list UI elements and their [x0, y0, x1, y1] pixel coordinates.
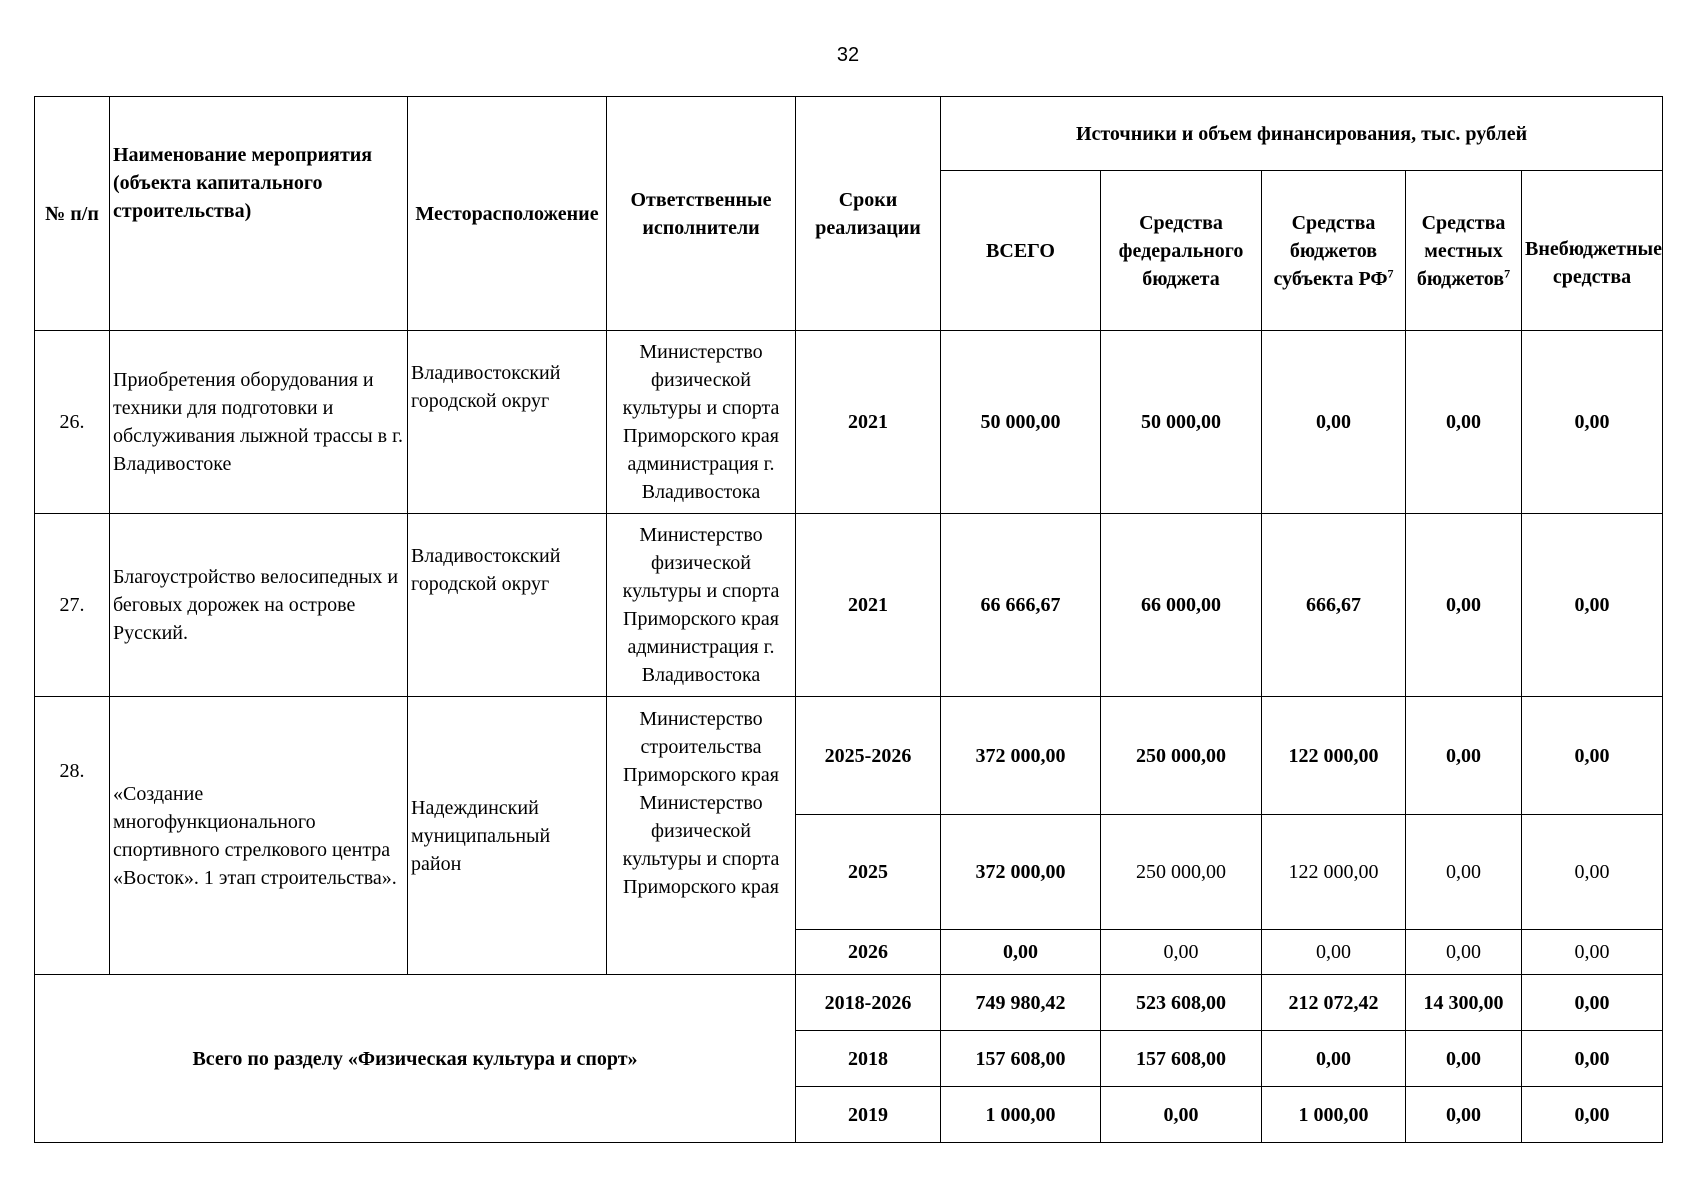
header-location: Месторасположение	[408, 97, 607, 331]
summary-offbudget: 0,00	[1522, 1031, 1663, 1087]
summary-federal: 157 608,00	[1101, 1031, 1262, 1087]
row-offbudget: 0,00	[1522, 514, 1663, 697]
row-local: 0,00	[1406, 930, 1522, 975]
row-local: 0,00	[1406, 331, 1522, 514]
summary-label: Всего по разделу «Физическая культура и спорт»	[35, 975, 796, 1143]
table-row	[35, 697, 1663, 815]
table-row	[35, 331, 1663, 514]
summary-federal: 0,00	[1101, 1087, 1262, 1143]
row-local: 0,00	[1406, 697, 1522, 815]
page-number: 32	[836, 44, 860, 66]
row-subject: 0,00	[1262, 930, 1406, 975]
row-num: 27.	[35, 514, 110, 697]
row-local: 0,00	[1406, 514, 1522, 697]
row-year: 2021	[796, 514, 941, 697]
row-executors: Министерство физической культуры и спорта Приморского края администрация г. Владивостока	[607, 514, 796, 697]
header-subject: Средства бюджетов субъекта $РФ^7$	[1262, 171, 1406, 331]
summary-row	[35, 975, 1663, 1031]
row-offbudget: 0,00	[1522, 815, 1663, 930]
row-federal: 66 000,00	[1101, 514, 1262, 697]
header-total: ВСЕГО	[941, 171, 1101, 331]
row-local: 0,00	[1406, 815, 1522, 930]
summary-total: 1 000,00	[941, 1087, 1101, 1143]
row-location: Надеждинский муниципальный район	[408, 697, 607, 975]
row-year: 2025-2026	[796, 697, 941, 815]
summary-offbudget: 0,00	[1522, 1087, 1663, 1143]
summary-year: 2018-2026	[796, 975, 941, 1031]
row-year: 2021	[796, 331, 941, 514]
row-name: Благоустройство велосипедных и беговых дорожек на острове Русский.	[110, 514, 408, 697]
summary-local: 14 300,00	[1406, 975, 1522, 1031]
row-total: 50 000,00	[941, 331, 1101, 514]
header-offbudget: Внебюджетные средства	[1522, 171, 1663, 331]
table-row	[35, 514, 1663, 697]
summary-subject: 1 000,00	[1262, 1087, 1406, 1143]
row-federal: 0,00	[1101, 930, 1262, 975]
header-executors: Ответственные исполнители	[607, 97, 796, 331]
row-subject: 0,00	[1262, 331, 1406, 514]
summary-local: 0,00	[1406, 1087, 1522, 1143]
summary-year: 2018	[796, 1031, 941, 1087]
financing-table	[34, 96, 1663, 1143]
row-total: 0,00	[941, 930, 1101, 975]
row-subject: 122 000,00	[1262, 815, 1406, 930]
row-subject: 122 000,00	[1262, 697, 1406, 815]
row-subject: 666,67	[1262, 514, 1406, 697]
row-federal: 250 000,00	[1101, 697, 1262, 815]
summary-total: 749 980,42	[941, 975, 1101, 1031]
row-offbudget: 0,00	[1522, 697, 1663, 815]
summary-federal: 523 608,00	[1101, 975, 1262, 1031]
row-total: 66 666,67	[941, 514, 1101, 697]
header-name: Наименование мероприятия (объекта капитального строительства)	[110, 97, 408, 331]
summary-subject: 0,00	[1262, 1031, 1406, 1087]
row-name: Приобретения оборудования и техники для подготовки и обслуживания лыжной трассы в г. Владивостоке	[110, 331, 408, 514]
row-location: Владивостокский городской округ	[408, 331, 607, 514]
header-num: № п/п	[35, 97, 110, 331]
row-executors: Министерство строительства Приморского края Министерство физической культуры и спорта Приморского края	[607, 697, 796, 975]
header-local: Средства местных бюджетов$^7$	[1406, 171, 1522, 331]
row-location: Владивостокский городской округ	[408, 514, 607, 697]
row-total: 372 000,00	[941, 815, 1101, 930]
row-executors: Министерство физической культуры и спорта Приморского края администрация г. Владивостока	[607, 331, 796, 514]
summary-subject: 212 072,42	[1262, 975, 1406, 1031]
row-offbudget: 0,00	[1522, 930, 1663, 975]
header-sources: Источники и объем финансирования, тыс. рублей	[941, 97, 1663, 171]
header-federal: Средства федерального бюджета	[1101, 171, 1262, 331]
row-total: 372 000,00	[941, 697, 1101, 815]
header-row	[35, 97, 1663, 171]
summary-year: 2019	[796, 1087, 941, 1143]
summary-total: 157 608,00	[941, 1031, 1101, 1087]
row-offbudget: 0,00	[1522, 331, 1663, 514]
row-num: 26.	[35, 331, 110, 514]
row-name: «Создание многофункционального спортивного стрелкового центра «Восток». 1 этап строительства».	[110, 697, 408, 975]
row-federal: 50 000,00	[1101, 331, 1262, 514]
row-num: 28.	[35, 697, 110, 975]
row-year: 2025	[796, 815, 941, 930]
summary-local: 0,00	[1406, 1031, 1522, 1087]
row-year: 2026	[796, 930, 941, 975]
row-federal: 250 000,00	[1101, 815, 1262, 930]
header-terms: Сроки реализации	[796, 97, 941, 331]
summary-offbudget: 0,00	[1522, 975, 1663, 1031]
